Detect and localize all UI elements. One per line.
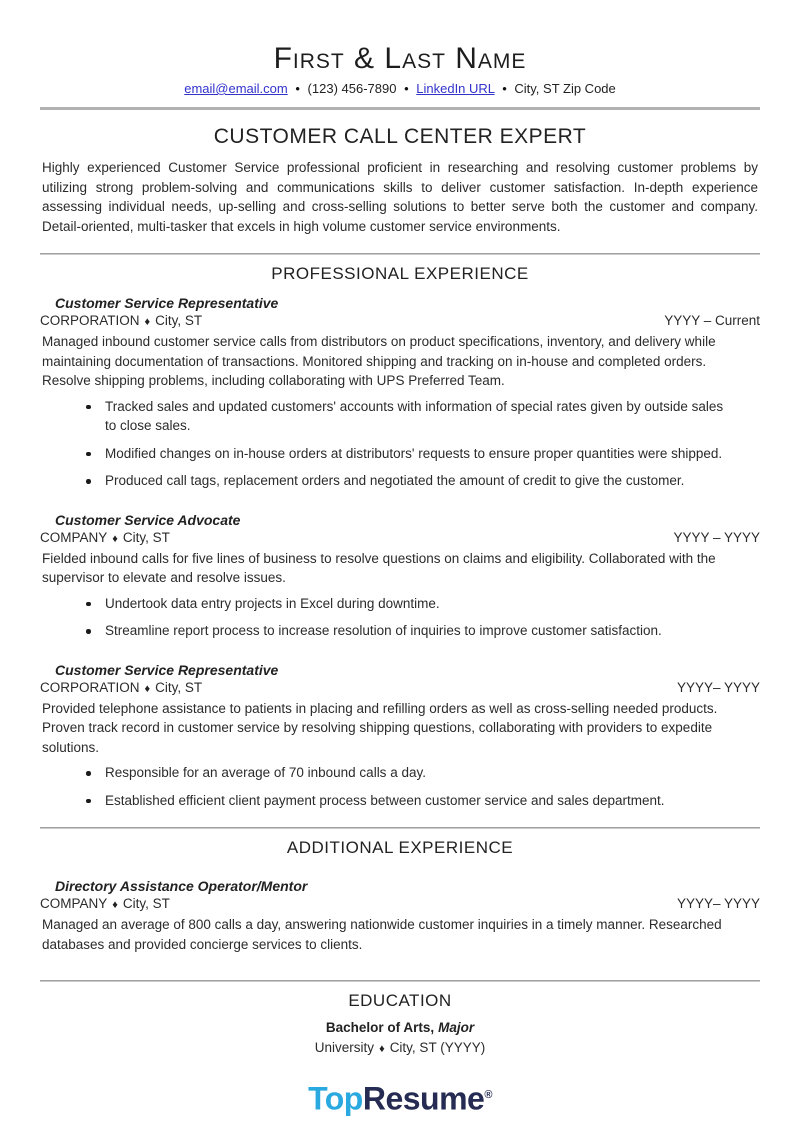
bullet-item: Modified changes on in-house orders at distributors' requests to ensure proper quantities were shipped.: [105, 444, 732, 464]
diamond-icon: ♦: [112, 532, 118, 545]
contact-line: [40, 81, 760, 96]
bullet-list: [40, 397, 760, 491]
job-title: Customer Service Advocate: [55, 511, 241, 528]
summary-paragraph: Highly experienced Customer Service professional proficient in researching and resolving customer problems by utilizing strong problem-solving and communications skills to deliver customer satisfaction. In-depth experience assessing individual needs, up-selling and cross-selling solutions to better serve both the customer and company. Detail-oriented, multi-tasker that excels in high volume customer service environments.: [42, 160, 758, 234]
job-entry: [40, 662, 760, 811]
registered-trademark-icon: ®: [484, 1089, 492, 1101]
bullet-item: Established efficient client payment process between customer service and sales department.: [105, 791, 732, 811]
contact-separator: •: [502, 81, 507, 96]
bullet-item: Streamline report process to increase resolution of inquiries to improve customer satisfaction.: [105, 621, 732, 641]
bullet-list: [40, 594, 760, 641]
job-meta-row: [40, 896, 760, 911]
logo-text-top: Top: [308, 1080, 363, 1117]
phone-number: (123) 456-7890: [307, 81, 397, 96]
bullet-list: [40, 763, 760, 810]
job-entry: [40, 512, 760, 641]
job-dates: YYYY – YYYY: [673, 529, 760, 545]
job-org: [40, 896, 170, 911]
company-name: COMPANY: [40, 529, 108, 545]
company-name: COMPANY: [40, 896, 108, 911]
job-title: Customer Service Representative: [55, 661, 279, 678]
email-link[interactable]: email@email.com: [184, 81, 288, 96]
degree-text: Bachelor of Arts,: [325, 1020, 435, 1035]
company-location: City, ST: [155, 679, 203, 695]
topresume-logo: [40, 1079, 760, 1115]
bullet-item: Undertook data entry projects in Excel during downtime.: [105, 594, 732, 614]
school-location: City, ST (YYYY): [389, 1040, 486, 1055]
job-dates: YYYY – Current: [664, 313, 760, 328]
section-heading-professional-experience: PROFESSIONAL EXPERIENCE: [271, 264, 529, 283]
education-school: [40, 1040, 760, 1055]
job-dates: YYYY– YYYY: [676, 679, 760, 695]
job-description: Managed an average of 800 calls a day, answering nationwide customer inquiries in a timely manner. Researched databases and provided concierge services to clients.: [42, 917, 722, 952]
section-heading-additional-experience: ADDITIONAL EXPERIENCE: [286, 838, 514, 857]
job-entry: [40, 878, 760, 954]
job-meta-row: [40, 313, 760, 328]
job-description: Managed inbound customer service calls from distributors on product specifications, inventory, and delivery while maintaining documentation of transactions. Monitored shipping and tracking on in-house and completed orders. Resolve shipping problems, including collaborating with UPS Preferred Team.: [42, 334, 716, 388]
address-text: City, ST Zip Code: [514, 81, 616, 96]
job-title: Customer Service Representative: [55, 295, 279, 311]
school-name: University: [314, 1040, 375, 1055]
job-meta-row: [40, 680, 760, 695]
diamond-icon: ♦: [112, 899, 118, 911]
person-name: First & Last Name: [273, 42, 527, 75]
company-name: CORPORATION: [40, 313, 140, 328]
resume-headline: CUSTOMER CALL CENTER EXPERT: [213, 125, 587, 148]
diamond-icon: ♦: [144, 682, 151, 695]
job-description: Provided telephone assistance to patients in placing and refilling orders as well as cross-selling needed products. Proven track record in customer service by resolving shipping questions, collaborating with providers to expedite solutions.: [42, 700, 718, 755]
bullet-item: Produced call tags, replacement orders and negotiated the amount of credit to give the customer.: [105, 471, 732, 491]
bullet-item: Responsible for an average of 70 inbound calls a day.: [105, 763, 732, 783]
company-location: City, ST: [122, 896, 170, 911]
company-location: City, ST: [122, 529, 170, 545]
linkedin-link[interactable]: LinkedIn URL: [416, 81, 495, 96]
section-divider: [40, 980, 760, 982]
section-heading-education: EDUCATION: [348, 991, 452, 1010]
contact-separator: •: [295, 81, 300, 96]
job-entry: [40, 295, 760, 491]
diamond-icon: ♦: [379, 1043, 385, 1055]
job-meta-row: [40, 530, 760, 545]
section-divider: [40, 827, 760, 829]
section-divider: [40, 253, 760, 255]
logo-text-resume: Resume: [362, 1080, 485, 1117]
job-description: Fielded inbound calls for five lines of business to resolve questions on claims and eligibility. Collaborated with the supervisor to elevate and resolve issues.: [42, 550, 716, 585]
company-location: City, ST: [155, 313, 203, 328]
job-org: [40, 530, 170, 545]
job-title: Directory Assistance Operator/Mentor: [55, 878, 308, 894]
contact-separator: •: [404, 81, 409, 96]
job-org: [40, 313, 202, 328]
diamond-icon: ♦: [144, 316, 151, 328]
bullet-item: Tracked sales and updated customers' accounts with information of special rates given by outside sales to close sales.: [105, 397, 732, 436]
company-name: CORPORATION: [40, 679, 140, 695]
header-divider: [40, 107, 760, 110]
major-text: Major: [438, 1020, 475, 1035]
job-org: [40, 680, 202, 695]
job-dates: YYYY– YYYY: [676, 896, 760, 911]
education-degree: [40, 1020, 760, 1035]
